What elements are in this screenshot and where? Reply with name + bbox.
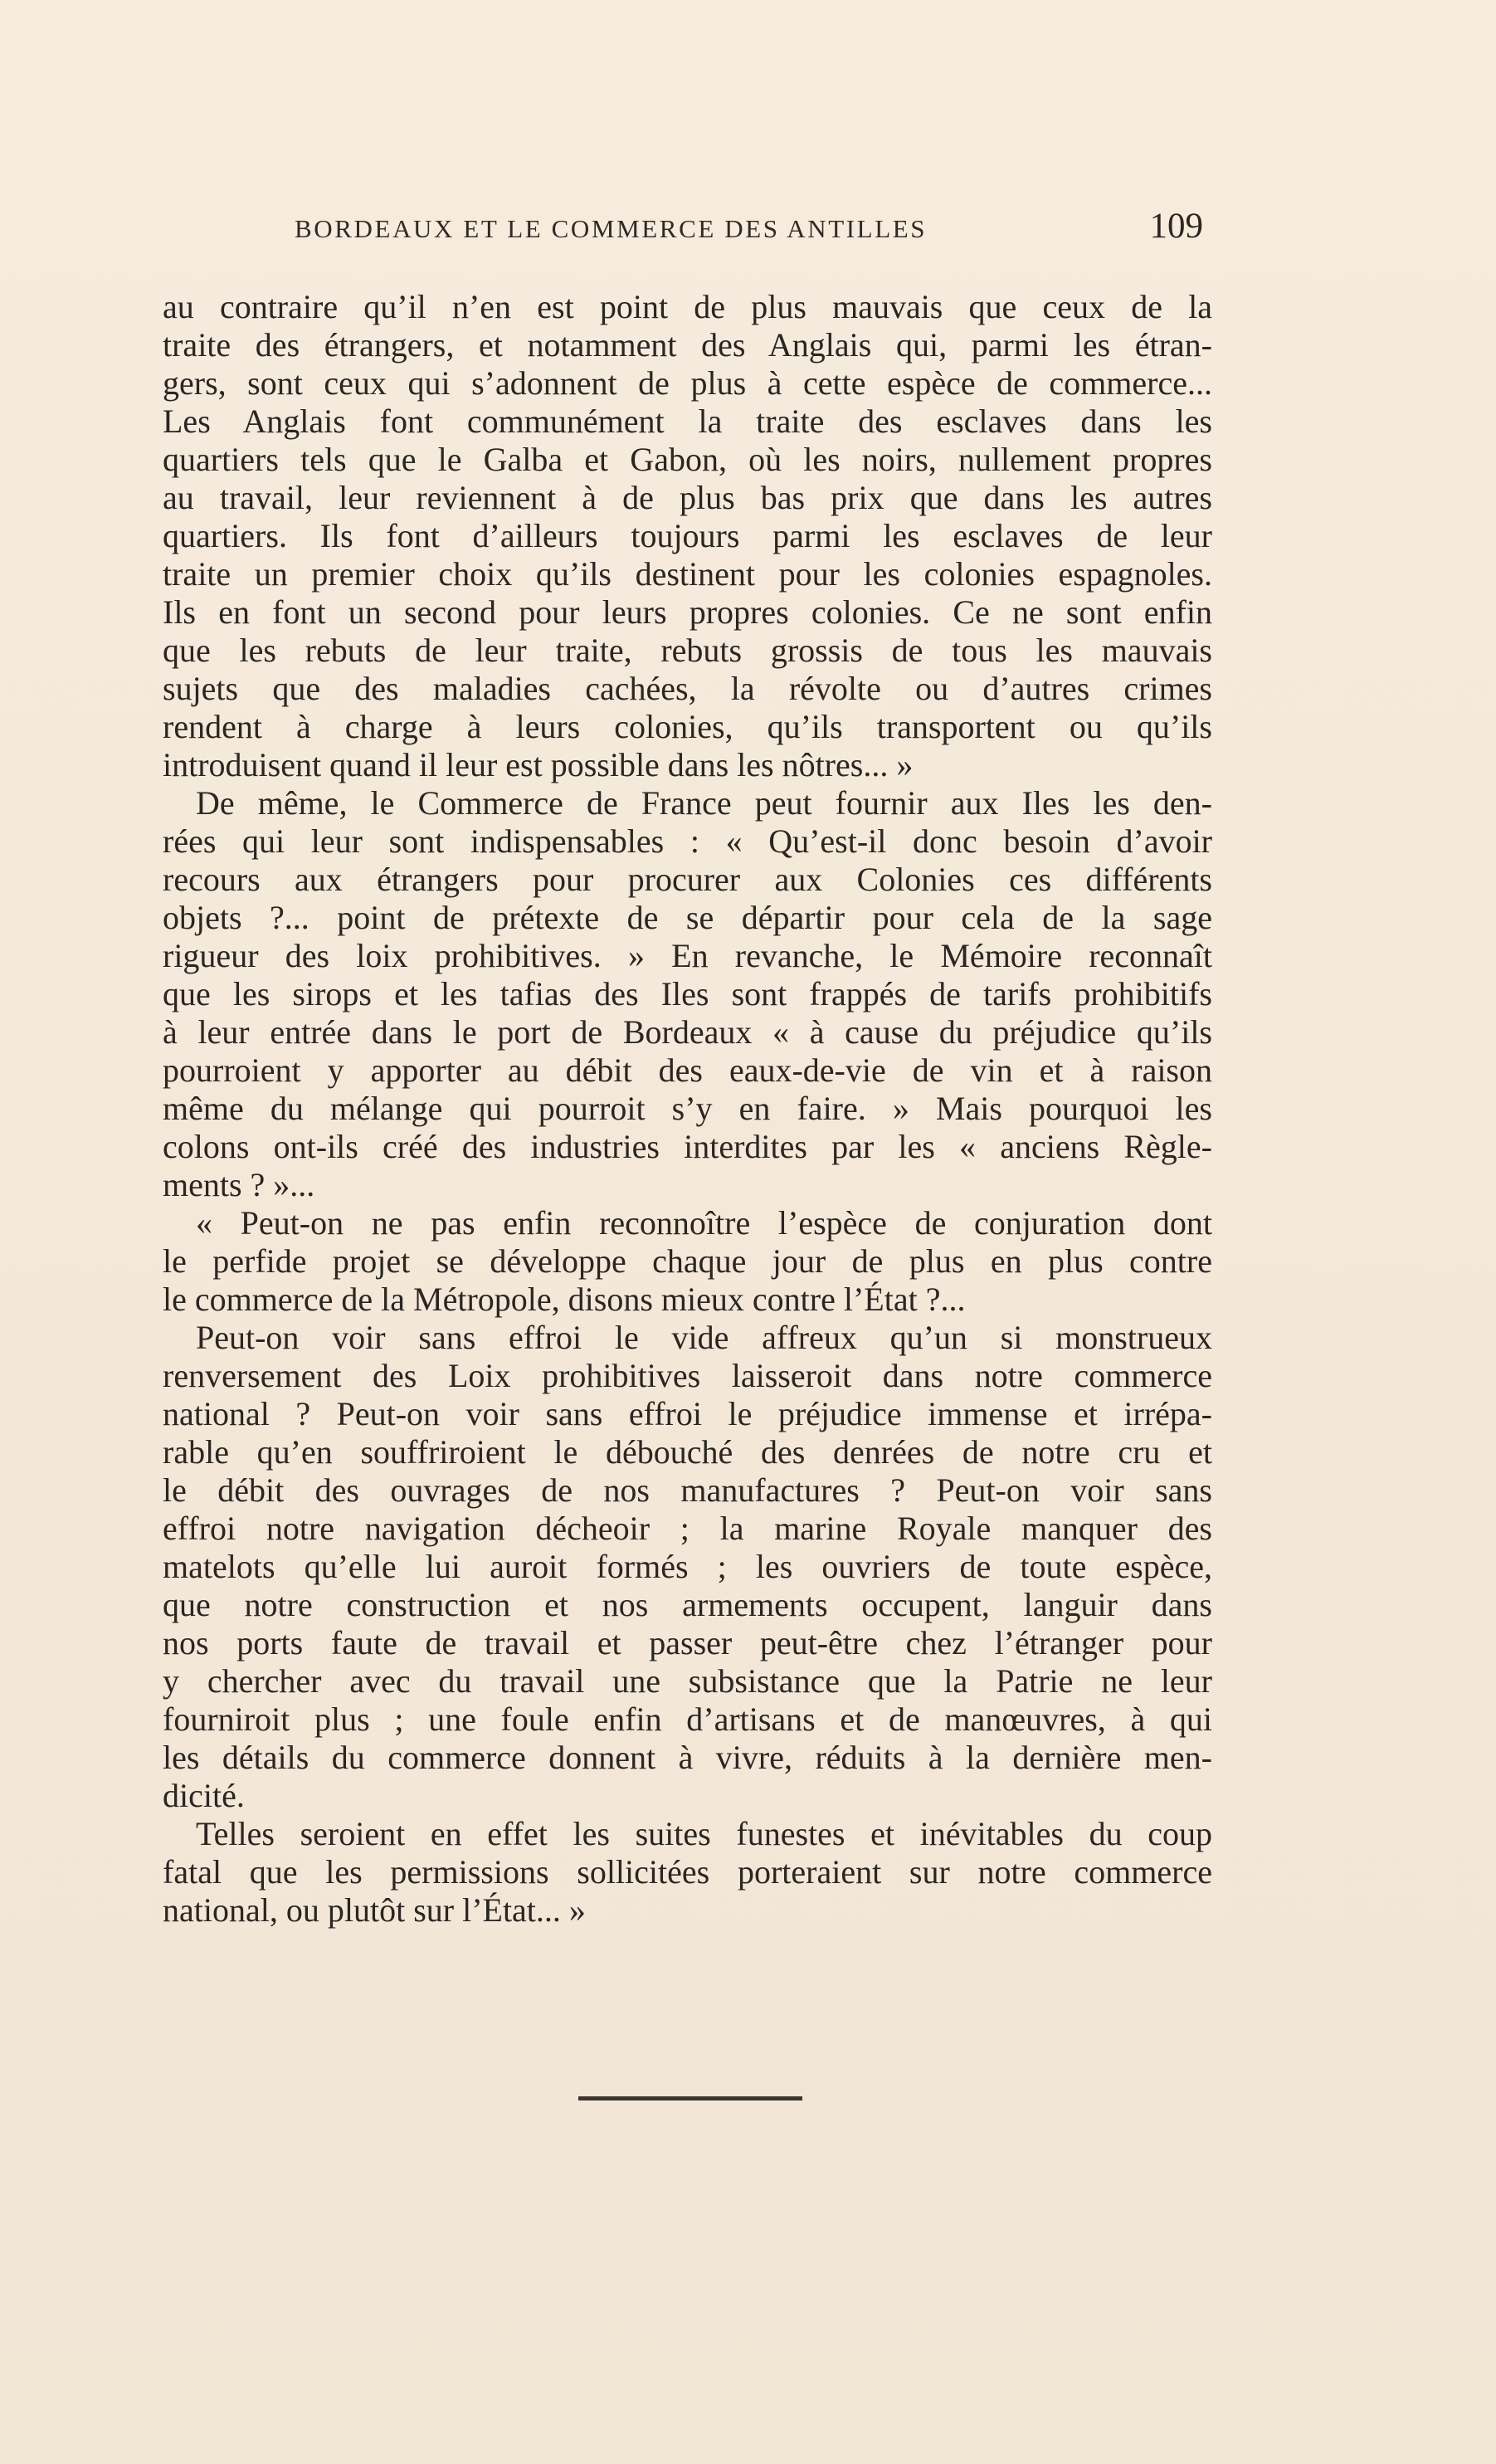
body-text: [163, 288, 1212, 1930]
text-line: Telles seroient en effet les suites funestes et inévitables du coup: [196, 1815, 1212, 1852]
running-head: BORDEAUX ET LE COMMERCE DES ANTILLES: [295, 214, 928, 243]
text-line: recours aux étrangers pour procurer aux Colonies ces différents: [163, 861, 1212, 898]
text-line: traite des étrangers, et notamment des Anglais qui, parmi les étran-: [163, 326, 1212, 364]
text-line: fatal que les permissions sollicitées porteraient sur notre commerce: [163, 1853, 1212, 1891]
text-line: gers, sont ceux qui s’adonnent de plus à cette espèce de commerce...: [163, 364, 1212, 402]
text-line: objets ?... point de prétexte de se départir pour cela de la sage: [163, 899, 1212, 936]
text-line: y chercher avec du travail une subsistance que la Patrie ne leur: [163, 1662, 1212, 1700]
text-line: « Peut-on ne pas enfin reconnoître l’espèce de conjuration dont: [196, 1204, 1212, 1242]
section-end-rule: [578, 2096, 802, 2100]
text-line: quartiers. Ils font d’ailleurs toujours parmi les esclaves de leur: [163, 517, 1212, 554]
text-line: au travail, leur reviennent à de plus bas prix que dans les autres: [163, 479, 1212, 516]
text-line: le débit des ouvrages de nos manufactures ? Peut-on voir sans: [163, 1471, 1212, 1509]
text-line: que les sirops et les tafias des Iles sont frappés de tarifs prohibitifs: [163, 975, 1212, 1012]
text-line: matelots qu’elle lui auroit formés ; les ouvriers de toute espèce,: [163, 1548, 1212, 1585]
text-line: effroi notre navigation décheoir ; la marine Royale manquer des: [163, 1510, 1212, 1547]
page-header: [295, 206, 1203, 249]
text-line: rable qu’en souffriroient le débouché des denrées de notre cru et: [163, 1433, 1212, 1471]
text-line: traite un premier choix qu’ils destinent pour les colonies espagnoles.: [163, 555, 1212, 593]
text-line: pourroient y apporter au débit des eaux-de-vie de vin et à raison: [163, 1051, 1212, 1089]
text-line: même du mélange qui pourroit s’y en faire. » Mais pourquoi les: [163, 1090, 1212, 1127]
text-line: rées qui leur sont indispensables : « Qu’est-il donc besoin d’avoir: [163, 822, 1212, 860]
text-line: fourniroit plus ; une foule enfin d’artisans et de manœuvres, à qui: [163, 1700, 1212, 1738]
text-line: Ils en font un second pour leurs propres colonies. Ce ne sont enfin: [163, 593, 1212, 631]
text-line: à leur entrée dans le port de Bordeaux « à cause du préjudice qu’ils: [163, 1013, 1212, 1051]
text-line: Peut-on voir sans effroi le vide affreux qu’un si monstrueux: [196, 1319, 1212, 1356]
text-line: ments ? »...: [163, 1166, 315, 1203]
text-line: Les Anglais font communément la traite des esclaves dans les: [163, 403, 1212, 440]
text-line: quartiers tels que le Galba et Gabon, où les noirs, nullement propres: [163, 441, 1212, 478]
text-line: national ? Peut-on voir sans effroi le préjudice immense et irrépa-: [163, 1395, 1212, 1432]
text-line: introduisent quand il leur est possible dans les nôtres... »: [163, 746, 914, 783]
text-line: le perfide projet se développe chaque jour de plus en plus contre: [163, 1242, 1212, 1280]
text-line: renversement des Loix prohibitives laisseroit dans notre commerce: [163, 1357, 1212, 1394]
text-line: rendent à charge à leurs colonies, qu’ils transportent ou qu’ils: [163, 708, 1212, 745]
text-line: que les rebuts de leur traite, rebuts grossis de tous les mauvais: [163, 632, 1212, 669]
text-line: les détails du commerce donnent à vivre, réduits à la dernière men-: [163, 1739, 1212, 1776]
text-line: De même, le Commerce de France peut fournir aux Iles les den-: [196, 784, 1212, 822]
text-line: nos ports faute de travail et passer peut-être chez l’étranger pour: [163, 1624, 1212, 1661]
text-line: le commerce de la Métropole, disons mieux contre l’État ?...: [163, 1281, 966, 1318]
text-line: colons ont-ils créé des industries interdites par les « anciens Règle-: [163, 1128, 1212, 1165]
text-line: au contraire qu’il n’en est point de plus mauvais que ceux de la: [163, 288, 1212, 325]
text-line: que notre construction et nos armements occupent, languir dans: [163, 1586, 1212, 1623]
page-number: 109: [1149, 207, 1203, 246]
text-line: dicité.: [163, 1777, 245, 1814]
text-line: national, ou plutôt sur l’État... »: [163, 1891, 586, 1929]
text-line: rigueur des loix prohibitives. » En revanche, le Mémoire reconnaît: [163, 937, 1212, 974]
text-line: sujets que des maladies cachées, la révolte ou d’autres crimes: [163, 670, 1212, 707]
